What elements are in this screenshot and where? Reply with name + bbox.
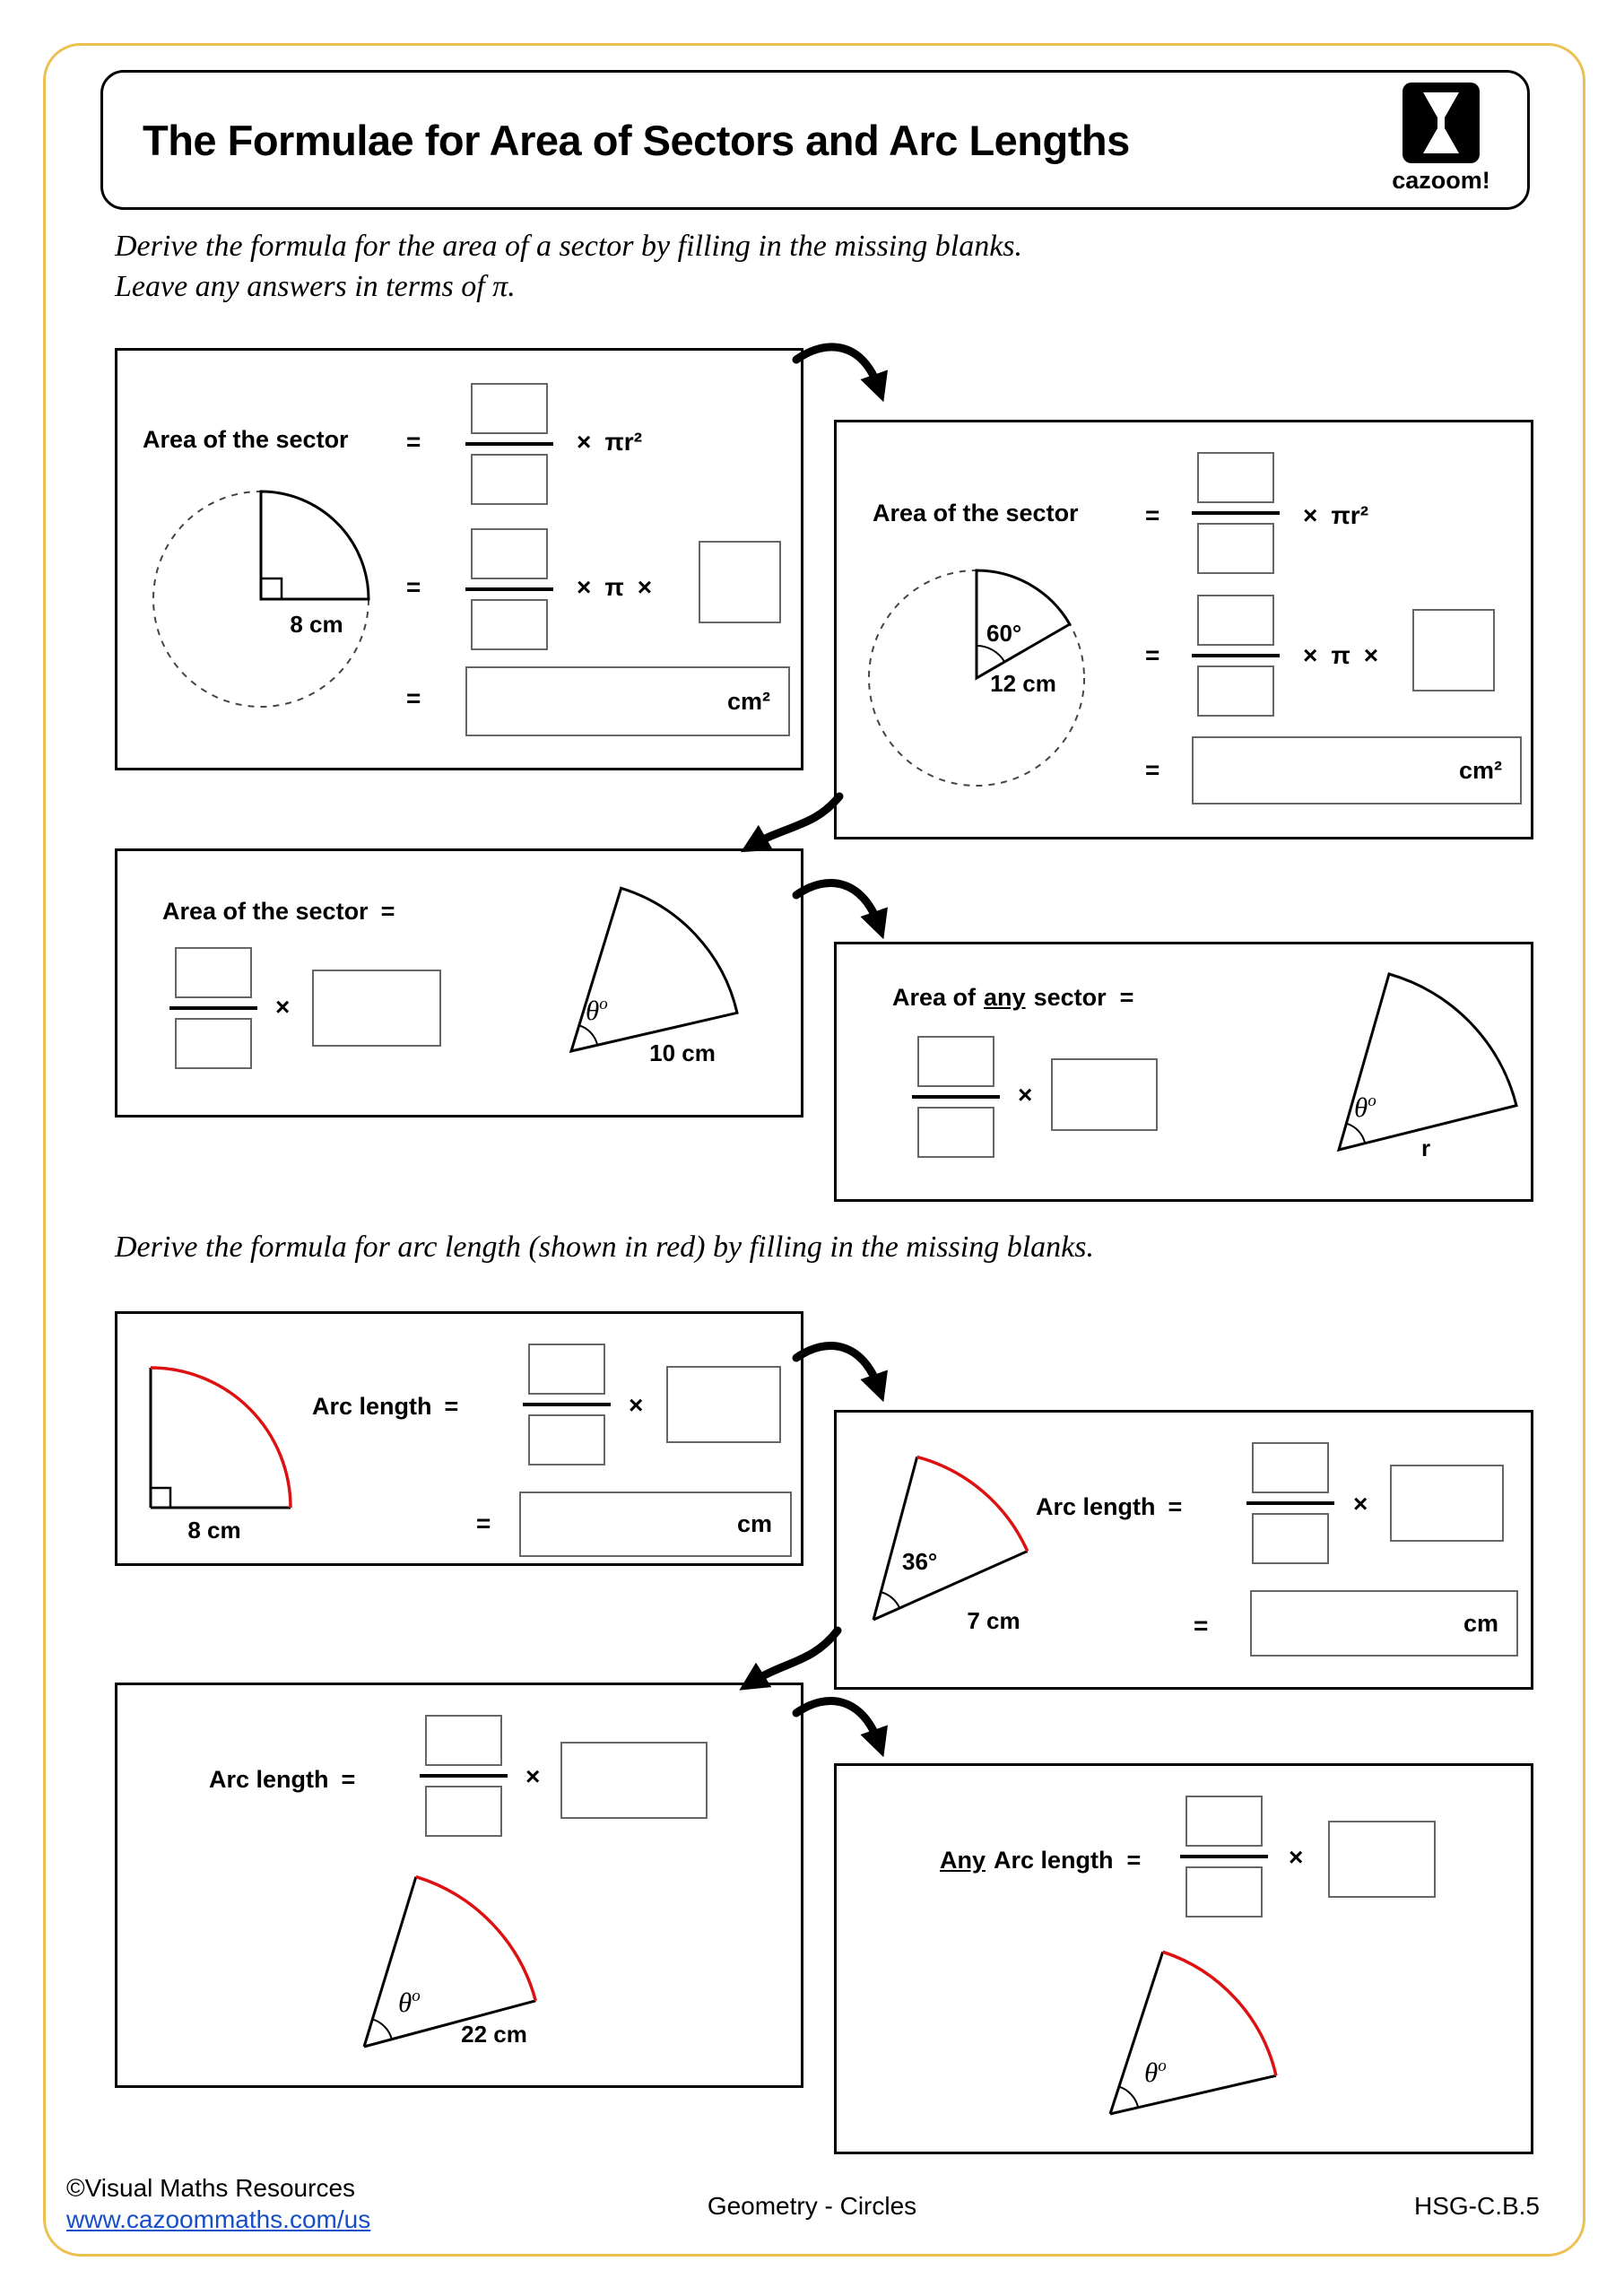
times-icon: × [1353,1490,1368,1518]
arc-box-36deg [834,1410,1533,1690]
angle-arc [1119,2087,1138,2108]
box-label [1036,1493,1182,1521]
denominator-blank[interactable] [917,1107,994,1158]
pi-r-squared: πr² [604,428,643,456]
instruction-arc: Derive the formula for arc length (shown in red) by filling in the missing blanks. [115,1231,1094,1264]
times-icon: × [1289,1843,1304,1871]
angle-arc [881,1592,899,1608]
multiplier-blank[interactable] [666,1366,781,1443]
instruction-area [115,226,1022,307]
fraction-blank [1180,1796,1268,1918]
equals-sign: = [1194,1612,1209,1639]
box-label-text: Area of the sector [873,500,1079,526]
box-label-text: Arc length [1036,1493,1156,1520]
fraction-line [169,1006,257,1010]
multiplier-blank[interactable] [1390,1465,1504,1542]
fraction-blank [523,1344,611,1465]
numerator-blank[interactable] [528,1344,605,1395]
times-icon: × [577,428,592,456]
box-label [892,984,1133,1012]
times-pir2-group [1303,501,1368,530]
any-sector-diagram [1267,957,1545,1199]
arrow-box3-to-box4 [789,872,897,948]
numerator-blank[interactable] [1197,595,1274,646]
multiplier-blank[interactable] [312,970,441,1047]
radius-label: 10 cm [649,1039,716,1066]
equals-sign: = [406,573,421,601]
equals-sign: = [380,898,395,925]
times-icon: × [1303,641,1318,669]
website-link[interactable]: www.cazoommaths.com/us [66,2205,371,2233]
denominator-blank[interactable] [1185,1866,1263,1918]
theta-arc-diagram [324,1856,584,2075]
any-arc-diagram [1061,1927,1321,2147]
box-label-text: Area of the sector [143,426,349,453]
radius-line [1110,1952,1163,2114]
denominator-blank[interactable] [1197,665,1274,717]
multiplier-blank[interactable] [699,541,781,623]
box-label-text: sector [1033,984,1107,1011]
theta-sector-diagram [503,867,763,1105]
radius-line [364,1877,416,2047]
red-arc [416,1877,535,2001]
equals-sign: = [1168,1493,1183,1520]
area-box-any-sector [834,942,1533,1202]
unit-label: cm [736,1510,772,1537]
answer-blank[interactable] [465,666,790,736]
denominator-blank[interactable] [471,454,548,505]
box-label [143,426,349,454]
unit-label: cm² [726,687,770,715]
fraction-blank [169,947,257,1069]
fraction-line [420,1774,508,1778]
angle-label: 36° [902,1548,938,1575]
angle-arc [372,2019,392,2039]
box-label-text: Arc length [209,1766,329,1793]
fraction-line [912,1095,1000,1099]
fraction-blank [465,383,553,505]
multiplier-blank[interactable] [1412,609,1495,691]
unit-label: cm² [1458,756,1502,784]
multiplier-blank[interactable] [1051,1058,1158,1131]
sector-shape [261,491,369,599]
equals-sign: = [341,1766,356,1793]
pi-symbol: π [1331,641,1350,669]
fraction-line [1192,511,1280,515]
radius-line [873,1457,917,1620]
times-icon: × [577,573,592,601]
numerator-blank[interactable] [1197,452,1274,503]
box-label [312,1393,458,1421]
box-label-text: Area of [892,984,977,1011]
radius-line [1110,2075,1276,2114]
arrow-box5-to-box6 [789,1335,897,1411]
area-box-theta [115,848,803,1118]
arc-box-any [834,1763,1533,2154]
fraction-line [465,587,553,591]
pi-symbol: π [604,573,624,601]
box-label-any: any [984,984,1026,1011]
arrow-box2-to-box3 [737,787,845,859]
theta-label: $\theta^o$ [398,1987,421,2018]
quarter-sector-diagram [144,478,378,711]
radius-label: 8 cm [187,1517,241,1544]
denominator-blank[interactable] [1197,523,1274,574]
fraction-blank [1246,1442,1334,1564]
numerator-blank[interactable] [175,947,252,998]
times-icon: × [1363,641,1379,669]
box-label [873,500,1079,527]
radius-label: 7 cm [967,1607,1020,1634]
sector-shape [571,888,737,1051]
pi-r-squared: πr² [1331,501,1369,529]
footer-topic: Geometry - Circles [707,2192,917,2220]
equals-sign: = [406,684,421,712]
fraction-line [1192,654,1280,657]
radius-label: 12 cm [990,670,1056,697]
equals-sign: = [1126,1847,1142,1874]
equals-sign: = [1145,501,1160,529]
times-pi-times-group [577,573,652,602]
red-arc [151,1368,291,1508]
radius-label: r [1421,1135,1431,1161]
equals-sign: = [476,1509,491,1537]
logo-wordmark: cazoom! [1392,167,1490,194]
numerator-blank[interactable] [425,1715,502,1766]
right-angle-marker [151,1488,170,1508]
instruction-area-line1: Derive the formula for the area of a sector by filling in the missing blanks. [115,230,1023,263]
fraction-line [465,442,553,446]
instruction-area-line2: Leave any answers in terms of π. [115,270,516,303]
times-icon: × [275,993,291,1021]
box-label-text: Arc length [312,1393,432,1420]
multiplier-blank[interactable] [1328,1821,1436,1898]
fraction-blank [1192,595,1280,717]
multiplier-blank[interactable] [560,1742,708,1819]
unit-label: cm [1463,1609,1498,1637]
arc-box-quarter [115,1311,803,1566]
answer-blank[interactable] [519,1492,792,1557]
numerator-blank[interactable] [1185,1796,1263,1847]
numerator-blank[interactable] [1252,1442,1329,1493]
denominator-blank[interactable] [471,599,548,650]
angle-label: 60° [986,620,1022,647]
arrow-box7-to-box8 [789,1690,897,1766]
box-label [209,1766,355,1794]
page-title: The Formulae for Area of Sectors and Arc Lengths [143,116,1130,164]
equals-sign: = [406,428,421,456]
box-label-any: Any [940,1847,986,1874]
fraction-blank [1192,452,1280,574]
thirtysix-arc-diagram [850,1435,1083,1668]
equals-sign: = [1119,984,1134,1011]
times-pi-times-group [1303,641,1378,670]
equals-sign: = [1145,641,1160,669]
fraction-blank [465,528,553,650]
denominator-blank[interactable] [175,1018,252,1069]
times-icon: × [1018,1081,1033,1109]
denominator-blank[interactable] [1252,1513,1329,1564]
radius-label: 22 cm [461,2021,527,2048]
arrow-box6-to-box7 [735,1622,843,1698]
sector-shape [1339,974,1516,1150]
answer-blank[interactable] [1192,736,1522,804]
equals-sign: = [444,1393,459,1420]
numerator-blank[interactable] [471,528,548,579]
area-box-quarter [115,348,803,770]
copyright-text: ©Visual Maths Resources [66,2174,356,2202]
fraction-line [1246,1501,1334,1505]
times-icon: × [629,1391,644,1419]
theta-label: $\theta^o$ [1354,1091,1376,1123]
numerator-blank[interactable] [917,1036,994,1087]
denominator-blank[interactable] [425,1786,502,1837]
red-arc [917,1457,1028,1551]
title-banner [100,70,1530,210]
radius-label: 8 cm [290,611,343,638]
cazoom-logo-icon [1402,82,1481,164]
box-label-text: Area of the sector [162,898,369,925]
numerator-blank[interactable] [471,383,548,434]
quarter-arc-diagram [135,1352,342,1558]
equals-sign: = [1145,756,1160,784]
arc-box-theta [115,1683,803,2088]
red-arc [1163,1952,1276,2075]
theta-label: $\theta^o$ [1144,2057,1167,2088]
denominator-blank[interactable] [528,1414,605,1465]
cazoom-logo [1378,82,1504,195]
times-icon: × [1303,501,1318,529]
fraction-blank [420,1715,508,1837]
box-label-text: Arc length [994,1847,1114,1874]
fraction-line [523,1403,611,1406]
sixty-degree-sector-diagram [860,557,1093,790]
box-label [162,898,395,926]
times-icon: × [637,573,653,601]
arrow-box1-to-box2 [789,336,897,413]
box-label [940,1847,1141,1874]
times-pir2-group [577,428,642,457]
footer-code: HSG-C.B.5 [1413,2192,1540,2220]
theta-label: $\theta^o$ [586,995,608,1026]
fraction-line [1180,1855,1268,1858]
fraction-blank [912,1036,1000,1158]
area-box-60deg [834,420,1533,839]
times-icon: × [525,1762,541,1790]
answer-blank[interactable] [1250,1590,1518,1657]
